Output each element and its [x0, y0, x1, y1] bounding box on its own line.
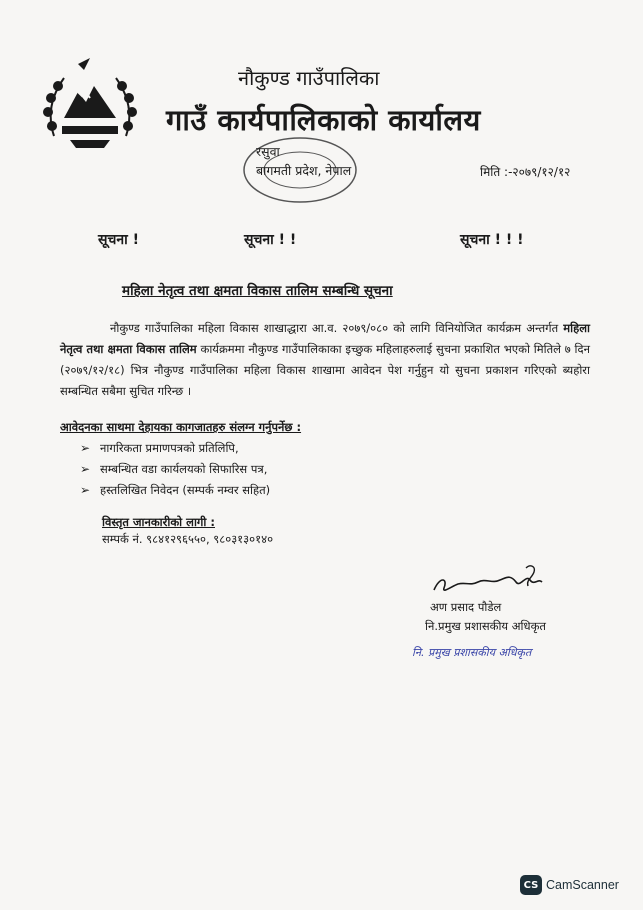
camscanner-watermark [520, 875, 619, 895]
address-district: रसुवा [256, 144, 280, 159]
document-item: नागरिकता प्रमाणपत्रको प्रतिलिपि, [100, 441, 239, 455]
arrow-bullet-icon: ➢ [80, 441, 91, 455]
list-item [80, 438, 270, 459]
address-province: बागमती प्रदेश, नेपाल [256, 163, 352, 178]
notice-label-3: सूचना ! ! ! [460, 232, 524, 248]
camscanner-label: CamScanner [546, 878, 619, 892]
body-text-2: कार्यक्रममा नौकुण्ड गाउँपालिकाका इच्छुक महिलाहरुलाई सुचना प्रकाशित भएको मितिले ७ दिन (२०७९/१२/१८) भित्र नौकुण्ड गाउँपालिका महिला विकास शाखामा आवेदन पेश गर्नुहुन यो सुचना प्रकाशन गरिएको ब्यहोरा सम्बन्धित सबैमा सुचित गरिन्छ । [60, 342, 591, 398]
municipality-name: नौकुण्ड गाउँपालिका [238, 66, 380, 90]
office-title: गाउँ कार्यपालिकाको कार्यालय [166, 103, 481, 137]
letter-date: मिति :-२०७९/१२/१२ [480, 165, 571, 179]
notice-label-1: सूचना ! [98, 232, 140, 248]
document-item: सम्बन्धित वडा कार्यलयको सिफारिस पत्र, [100, 462, 268, 476]
arrow-bullet-icon: ➢ [80, 483, 91, 497]
signer-name: अण प्रसाद पौडेल [430, 600, 502, 614]
notice-label-2: सूचना ! ! [244, 232, 297, 248]
info-heading: विस्तृत जानकारीको लागी : [102, 515, 215, 529]
handwritten-signature [430, 560, 560, 604]
contact-numbers: सम्पर्क नं. ९८४१२९६५५०, ९८०३१३०१४० [102, 532, 274, 546]
camscanner-icon: CS [520, 875, 542, 895]
list-item [80, 459, 270, 480]
document-item: हस्तलिखित निवेदन (सम्पर्क नम्वर सहित) [100, 483, 271, 497]
arrow-bullet-icon: ➢ [80, 462, 91, 476]
notice-subject: महिला नेतृत्व तथा क्षमता विकास तालिम सम्बन्धि सूचना [122, 283, 393, 299]
list-item [80, 480, 270, 501]
body-program-name: महिला नेतृत्व तथा क्षमता विकास तालिम [60, 321, 590, 356]
documents-list [80, 438, 270, 501]
signature-stamp: नि. प्रमुख प्रशासकीय अधिकृत [412, 646, 532, 659]
notice-body [60, 318, 590, 402]
signer-title: नि.प्रमुख प्रशासकीय अधिकृत [425, 619, 546, 633]
body-text-1: नौकुण्ड गाउँपालिका महिला विकास शाखाद्धारा आ.व. २०७९/०८० को लागि विनियोजित कार्यक्रम अन्तर्गत [110, 321, 564, 335]
emblem-logo [34, 56, 146, 156]
documents-heading: आवेदनका साथमा देहायका कागजातहरु संलग्न गर्नुपर्नेछ : [60, 420, 302, 434]
